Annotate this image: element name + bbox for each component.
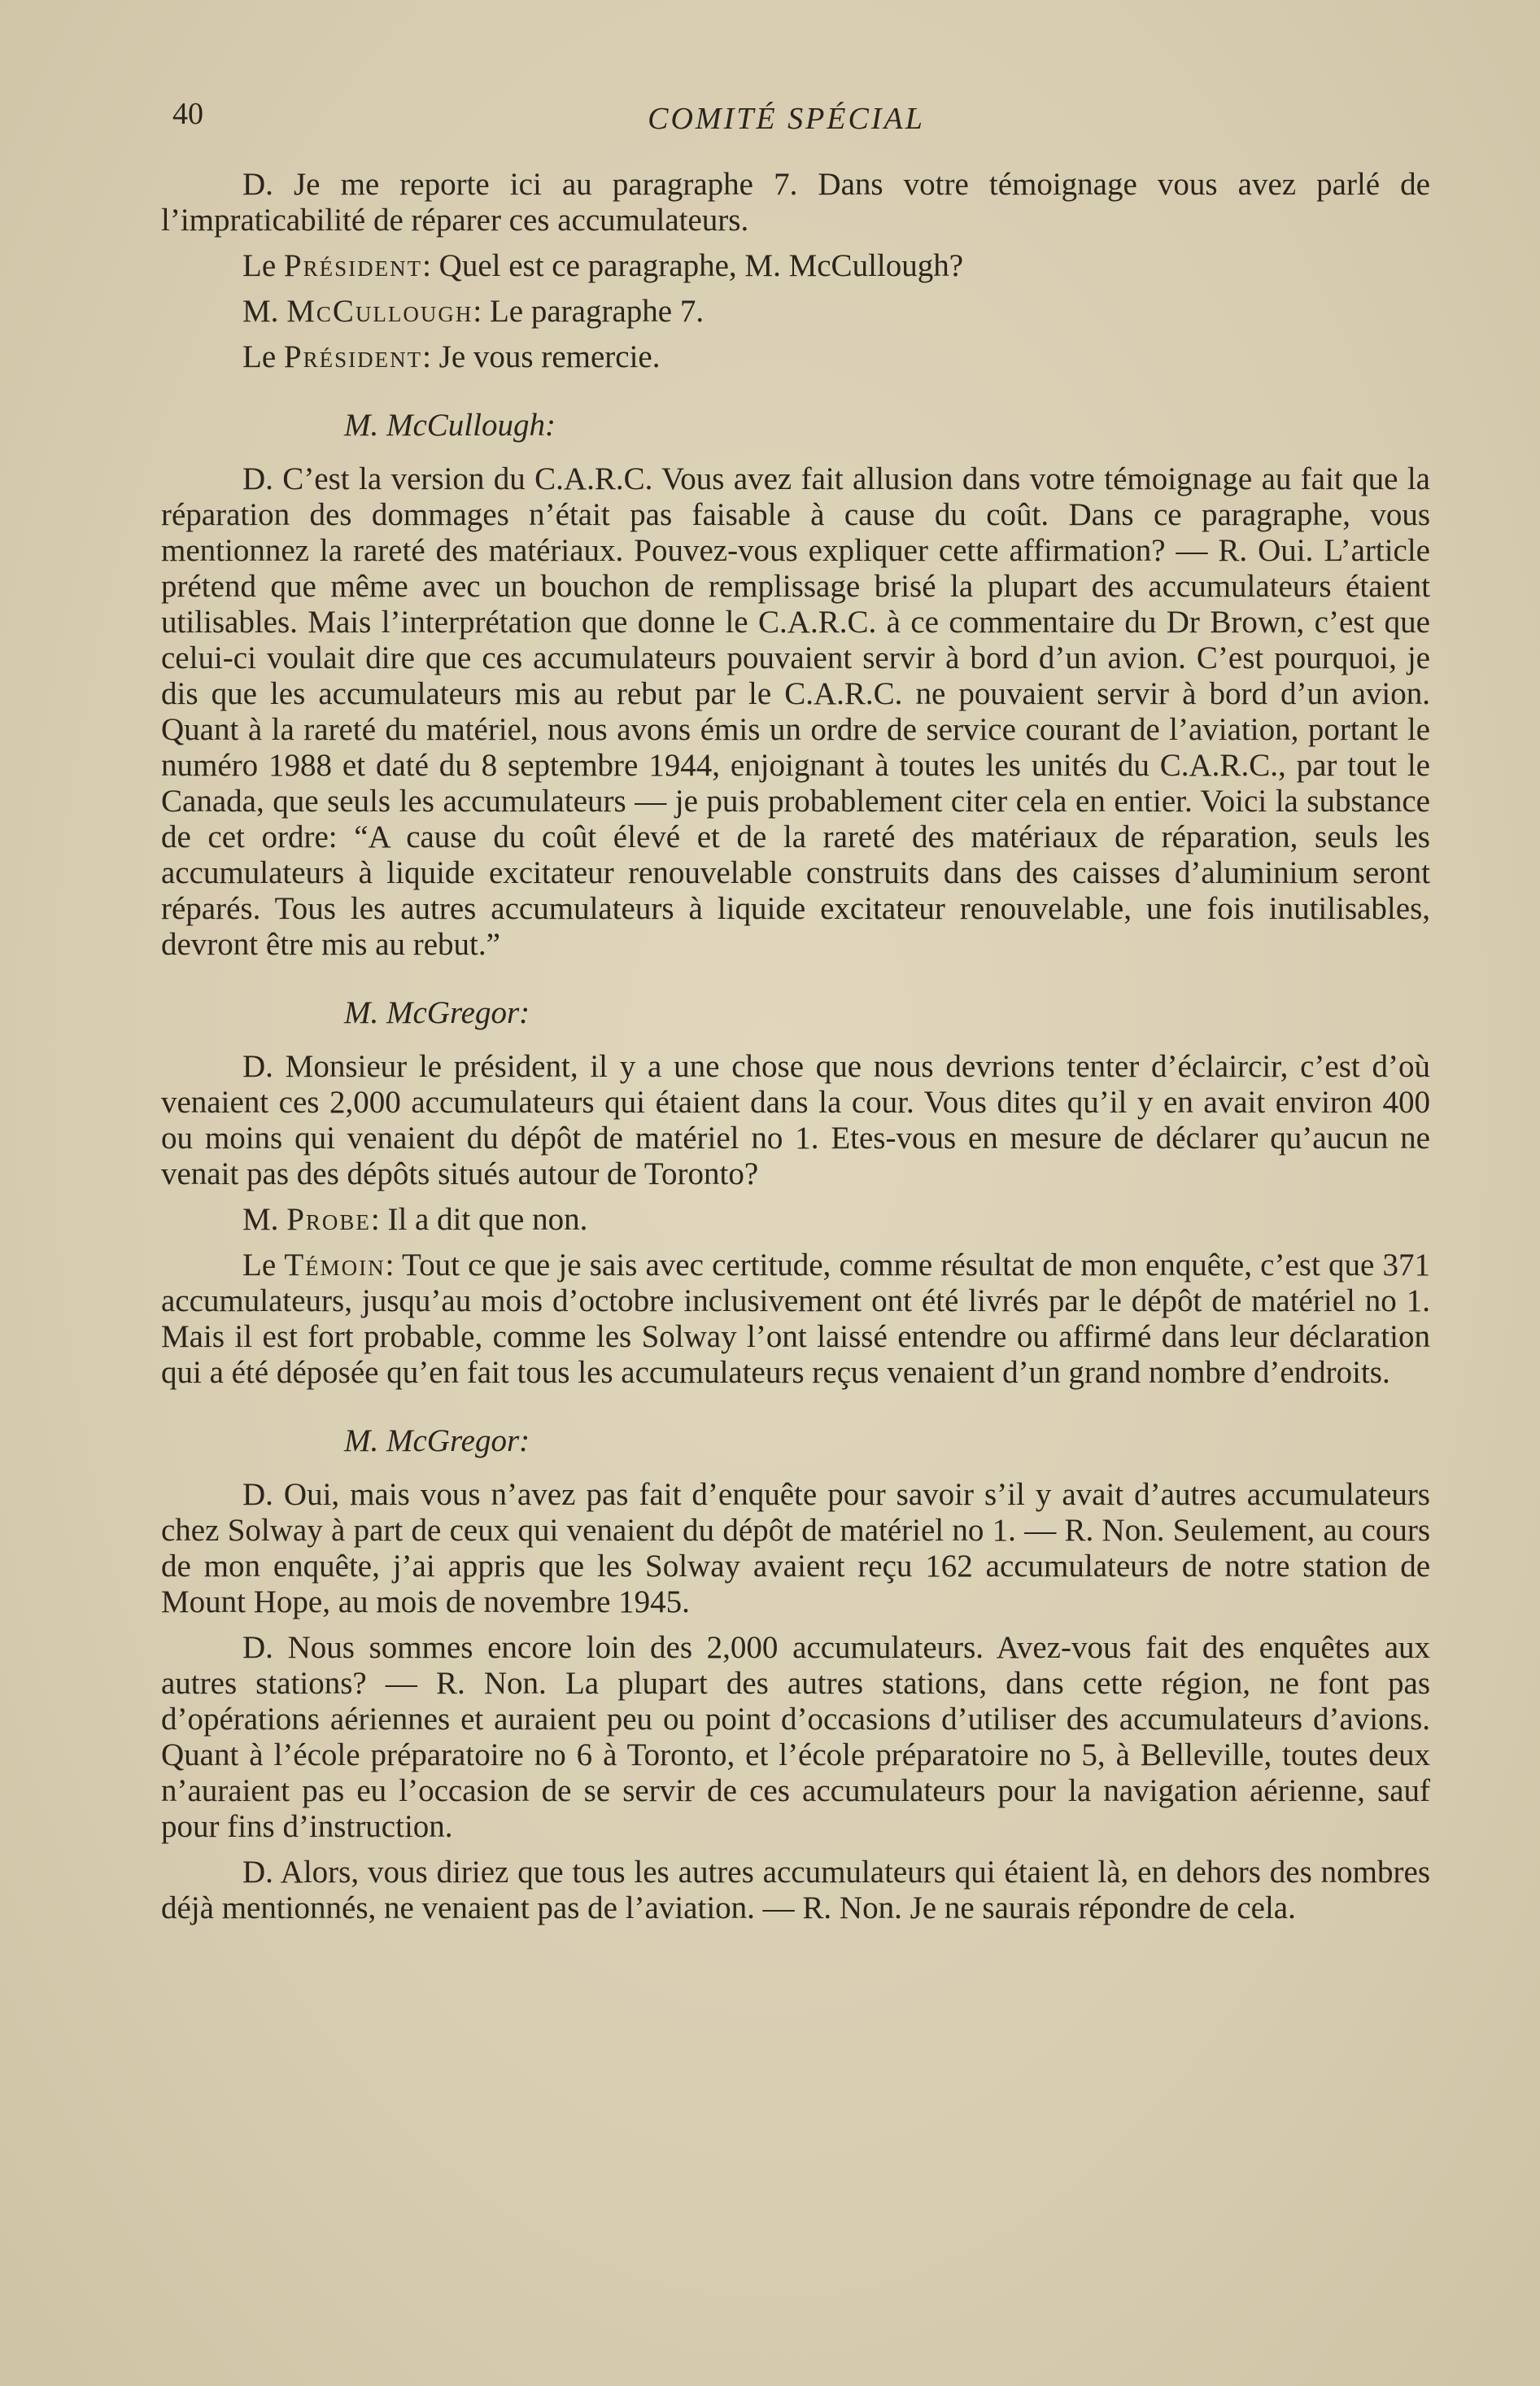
speaker-name: Président: [283, 248, 423, 283]
speech-paragraph: M. Probe: Il a dit que non.: [242, 1202, 588, 1237]
page-number: 40: [172, 97, 203, 131]
speech-paragraph: Le Témoin: Tout ce que je sais avec certitude, comme résultat de mon enquête, c’est que 371 accumulateurs, jusqu’au mois d’octobre inclusivement ont été livrés par le dépôt de matériel no 1. Mais il est fort probable, comme les Solway l’ont laissé entendre ou affirmé dans leur déclaration qui a été déposée qu’en fait tous les accumulateurs reçus venaient d’un grand nombre d’endroits.: [161, 1248, 1430, 1390]
speaker-name: McCullough: [286, 294, 473, 329]
question-paragraph: D. Oui, mais vous n’avez pas fait d’enquête pour savoir s’il y avait d’autres accumulateurs chez Solway à part de ceux qui venaient du dépôt de matériel no 1. — R. Non. Seulement, au cours de mon enquête, j’ai appris que les Solway avaient reçu 162 accumulateurs de notre station de Mount Hope, au mois de novembre 1945.: [161, 1477, 1430, 1619]
question-paragraph: D. C’est la version du C.A.R.C. Vous avez fait allusion dans votre témoignage au fait que la réparation des dommages n’était pas faisable à cause du coût. Dans ce paragraphe, vous mentionnez la rareté des matériaux. Pouvez-vous expliquer cette affirmation? — R. Oui. L’article prétend que même avec un bouchon de remplissage brisé la plupart des accumulateurs étaient utilisables. Mais l’interprétation que donne le C.A.R.C. à ce commentaire du Dr Brown, c’est que celui-ci voulait dire que ces accumulateurs pouvaient servir à bord d’un avion. C’est pourquoi, je dis que les accumulateurs mis au rebut par le C.A.R.C. ne pouvaient servir à bord d’un avion. Quant à la rareté du matériel, nous avons émis un ordre de service courant de l’aviation, portant le numéro 1988 et daté du 8 septembre 1944, enjoignant à toutes les unités du C.A.R.C., par tout le Canada, que seuls les accumulateurs — je puis probablement citer cela en entier. Voici la substance de cet ordre: “A cause du coût élevé et de la rareté des matériaux de réparation, seuls les accumulateurs à liquide excitateur renouvelable construits dans des caisses d’aluminium seront réparés. Tous les autres accumulateurs à liquide excitateur renouvelable, une fois inutilisables, devront être mis au rebut.”: [161, 461, 1430, 962]
speech-paragraph: Le Président: Quel est ce paragraphe, M. McCullough?: [242, 248, 964, 283]
speaker-name: Président: [283, 339, 423, 374]
speaker-name: Témoin: [284, 1248, 386, 1283]
examiner-heading: M. McGregor:: [344, 995, 530, 1030]
question-paragraph: D. Alors, vous diriez que tous les autres accumulateurs qui étaient là, en dehors des nombres déjà mentionnés, ne venaient pas de l’aviation. — R. Non. Je ne saurais répondre de cela.: [161, 1855, 1430, 1925]
question-paragraph: D. Je me reporte ici au paragraphe 7. Dans votre témoignage vous avez parlé de l’impraticabilité de réparer ces accumulateurs.: [161, 167, 1430, 238]
examiner-heading: M. McGregor:: [344, 1423, 530, 1458]
question-paragraph: D. Nous sommes encore loin des 2,000 accumulateurs. Avez-vous fait des enquêtes aux autres stations? — R. Non. La plupart des autres stations, dans cette région, ne font pas d’opérations aériennes et auraient peu ou point d’occasions d’utiliser des accumulateurs d’avions. Quant à l’école préparatoire no 6 à Toronto, et l’école préparatoire no 5, à Belleville, toutes deux n’auraient pas eu l’occasion de se servir de ces accumulateurs pour la navigation aérienne, sauf pour fins d’instruction.: [161, 1630, 1430, 1844]
speech-paragraph: Le Président: Je vous remercie.: [242, 339, 661, 374]
transcript-body: [161, 167, 1430, 1926]
examiner-heading: M. McCullough:: [344, 408, 556, 443]
question-paragraph: D. Monsieur le président, il y a une chose que nous devrions tenter d’éclaircir, c’est d’où venaient ces 2,000 accumulateurs qui étaient dans la cour. Vous dites qu’il y en avait environ 400 ou moins qui venaient du dépôt de matériel no 1. Etes-vous en mesure de déclarer qu’aucun ne venait pas des dépôts situés autour de Toronto?: [161, 1049, 1430, 1191]
speech-paragraph: M. McCullough: Le paragraphe 7.: [242, 294, 705, 329]
running-title: COMITÉ SPÉCIAL: [648, 102, 925, 136]
speaker-name: Probe: [286, 1202, 371, 1237]
